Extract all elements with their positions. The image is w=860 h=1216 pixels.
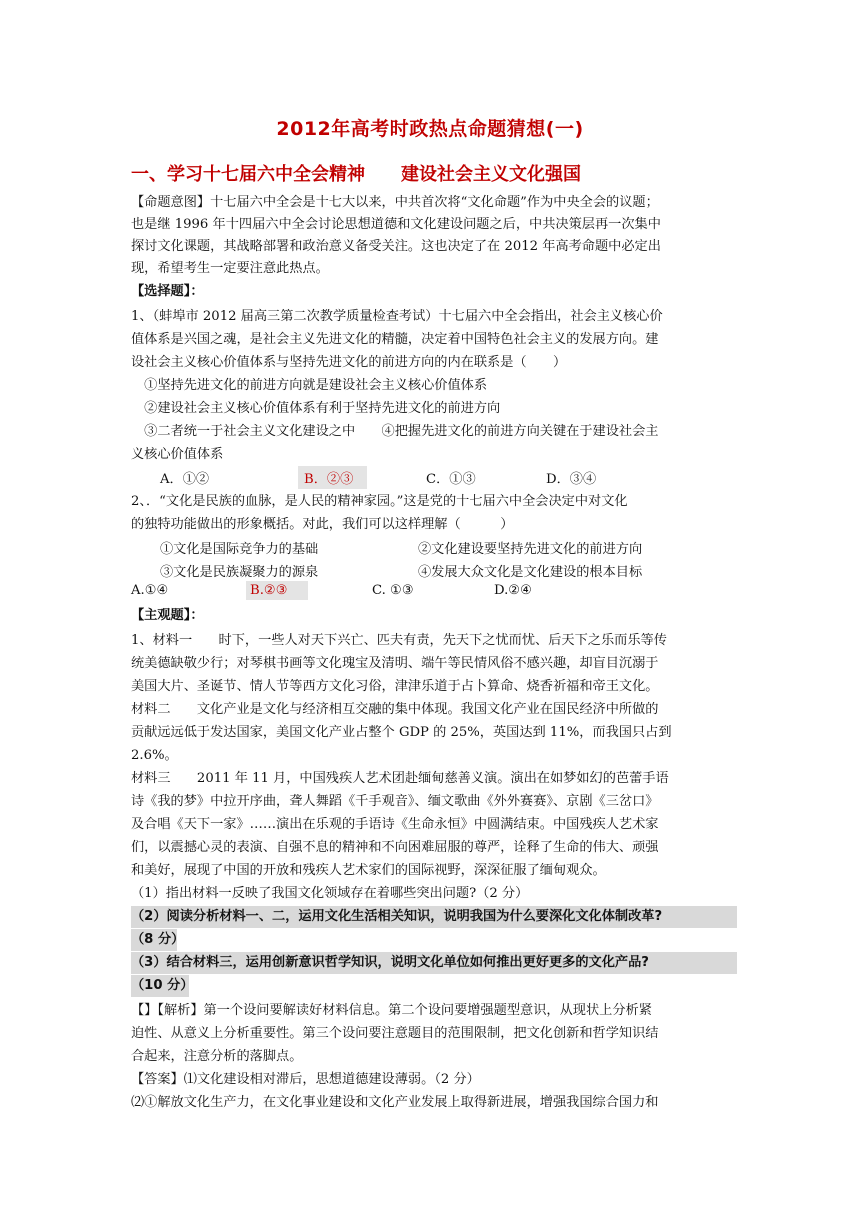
q1-option-c: C．①③: [426, 472, 476, 487]
intent-line: 也是继 1996 年十四届六中全会讨论思想道德和文化建设问题之后，中共决策层再一次集中: [131, 217, 661, 232]
analysis-line: 迫性、从意义上分析重要性。第三个设问要注意题目的范围限制，把文化创新和哲学知识结: [131, 1026, 659, 1041]
q2-option-c: C. ①③: [372, 583, 414, 598]
material-line: 和美好，展现了中国的开放和残疾人艺术家们的国际视野，深深征服了缅甸观众。: [131, 863, 606, 878]
q2-option-a: A.①④: [131, 583, 169, 598]
material-line: 们，以震撼心灵的表演、自强不息的精神和不向困难屈服的尊严，诠释了生命的伟大、顽强: [131, 840, 659, 855]
q1-line: 1、（蚌埠市 2012 届高三第二次教学质量检查考试）十七届六中全会指出，社会主义核心价: [131, 309, 663, 324]
material-line: 1、材料一 时下，一些人对天下兴亡、匹夫有责，先天下之忧而忧、后天下之乐而乐等传: [131, 633, 667, 648]
q1-line: 设社会主义核心价值体系与坚持先进文化的前进方向的内在联系是（ ）: [131, 355, 567, 370]
q1-option-d: D．③④: [546, 472, 597, 487]
q2-option-d: D.②④: [494, 583, 532, 598]
sub-question-2: （2）阅读分析材料一、二，运用文化生活相关知识，说明我国为什么要深化文化体制改革?: [131, 906, 737, 928]
material-line: 2.6%。: [131, 748, 178, 763]
q1-item: ①坚持先进文化的前进方向就是建设社会主义核心价值体系: [131, 378, 488, 393]
section-heading: 一、学习十七届六中全会精神 建设社会主义文化强国: [131, 164, 581, 185]
q1-option-a: A．①②: [160, 472, 210, 487]
q2-item: ①文化是国际竞争力的基础: [160, 542, 319, 557]
intent-line: 探讨文化课题，其战略部署和政治意义备受关注。这也决定了在 2012 年高考命题中必定出: [131, 239, 661, 254]
material-line: 统美德缺敬少行；对琴棋书画等文化瑰宝及清明、端午等民情风俗不感兴趣，却盲目沉溺于: [131, 656, 659, 671]
q2-item: ②文化建设要坚持先进文化的前进方向: [418, 542, 643, 557]
material-line: 材料三 2011 年 11 月，中国残疾人艺术团赴缅甸慈善义演。演出在如梦如幻的芭蕾手语: [131, 771, 669, 786]
sub-question-3: （3）结合材料三，运用创新意识哲学知识，说明文化单位如何推出更好更多的文化产品?: [131, 952, 737, 974]
intent-line: 现，希望考生一定要注意此热点。: [131, 261, 329, 276]
q2-item: ④发展大众文化是文化建设的根本目标: [418, 565, 643, 580]
q2-line: 的独特功能做出的形象概括。对此，我们可以这样理解（ ）: [131, 517, 514, 532]
q2-answer-option-b: B.②③: [246, 581, 308, 600]
q1-item: ②建设社会主义核心价值体系有利于坚持先进文化的前进方向: [131, 401, 501, 416]
material-line: 及合唱《天下一家》……演出在乐观的手语诗《生命永恒》中圆满结束。中国残疾人艺术家: [131, 817, 659, 832]
choice-heading: 【选择题】：: [131, 284, 204, 299]
q1-item: 义核心价值体系: [131, 447, 224, 462]
sub-question-3-points: （10 分）: [131, 975, 189, 997]
material-line: 贡献远远低于发达国家，美国文化产业占整个 GDP 的 25%，英国达到 11%，而我国只占到: [131, 725, 672, 740]
q1-item: ③二者统一于社会主义文化建设之中 ④把握先进文化的前进方向关键在于建设社会主: [131, 424, 659, 439]
answer-line: ⑵①解放文化生产力，在文化事业建设和文化产业发展上取得新进展，增强我国综合国力和: [131, 1095, 659, 1110]
subjective-heading: 【主观题】：: [131, 608, 204, 623]
q2-item: ③文化是民族凝聚力的源泉: [160, 565, 319, 580]
material-line: 诗《我的梦》中拉开序曲，聋人舞蹈《千手观音》、缅文歌曲《外外赛赛》、京剧《三岔口》: [131, 794, 659, 809]
material-line: 美国大片、圣诞节、情人节等西方文化习俗，津津乐道于占卜算命、烧香祈福和帝王文化。: [131, 679, 659, 694]
sub-question-1: （1）指出材料一反映了我国文化领域存在着哪些突出问题?（2 分）: [131, 886, 529, 901]
q1-answer-option-b: B．②③: [298, 466, 367, 489]
page-title: 2012年高考时政热点命题猜想(一): [276, 118, 584, 140]
q1-line: 值体系是兴国之魂，是社会主义先进文化的精髓，决定着中国特色社会主义的发展方向。建: [131, 332, 659, 347]
answer-line: 【答案】⑴文化建设相对滞后，思想道德建设薄弱。（2 分）: [131, 1072, 480, 1087]
sub-question-2-points: （8 分）: [131, 929, 177, 951]
intent-line: 【命题意图】十七届六中全会是十七大以来，中共首次将“文化命题”作为中央全会的议题；: [131, 195, 659, 210]
analysis-line: 合起来，注意分析的落脚点。: [131, 1049, 303, 1064]
material-line: 材料二 文化产业是文化与经济相互交融的集中体现。我国文化产业在国民经济中所做的: [131, 702, 659, 717]
q2-line: 2、．“文化是民族的血脉，是人民的精神家园。”这是党的十七届六中全会决定中对文化: [131, 494, 628, 509]
analysis-line: 【】【解析】第一个设问要解读好材料信息。第二个设问要增强题型意识，从现状上分析紧: [131, 1003, 652, 1018]
